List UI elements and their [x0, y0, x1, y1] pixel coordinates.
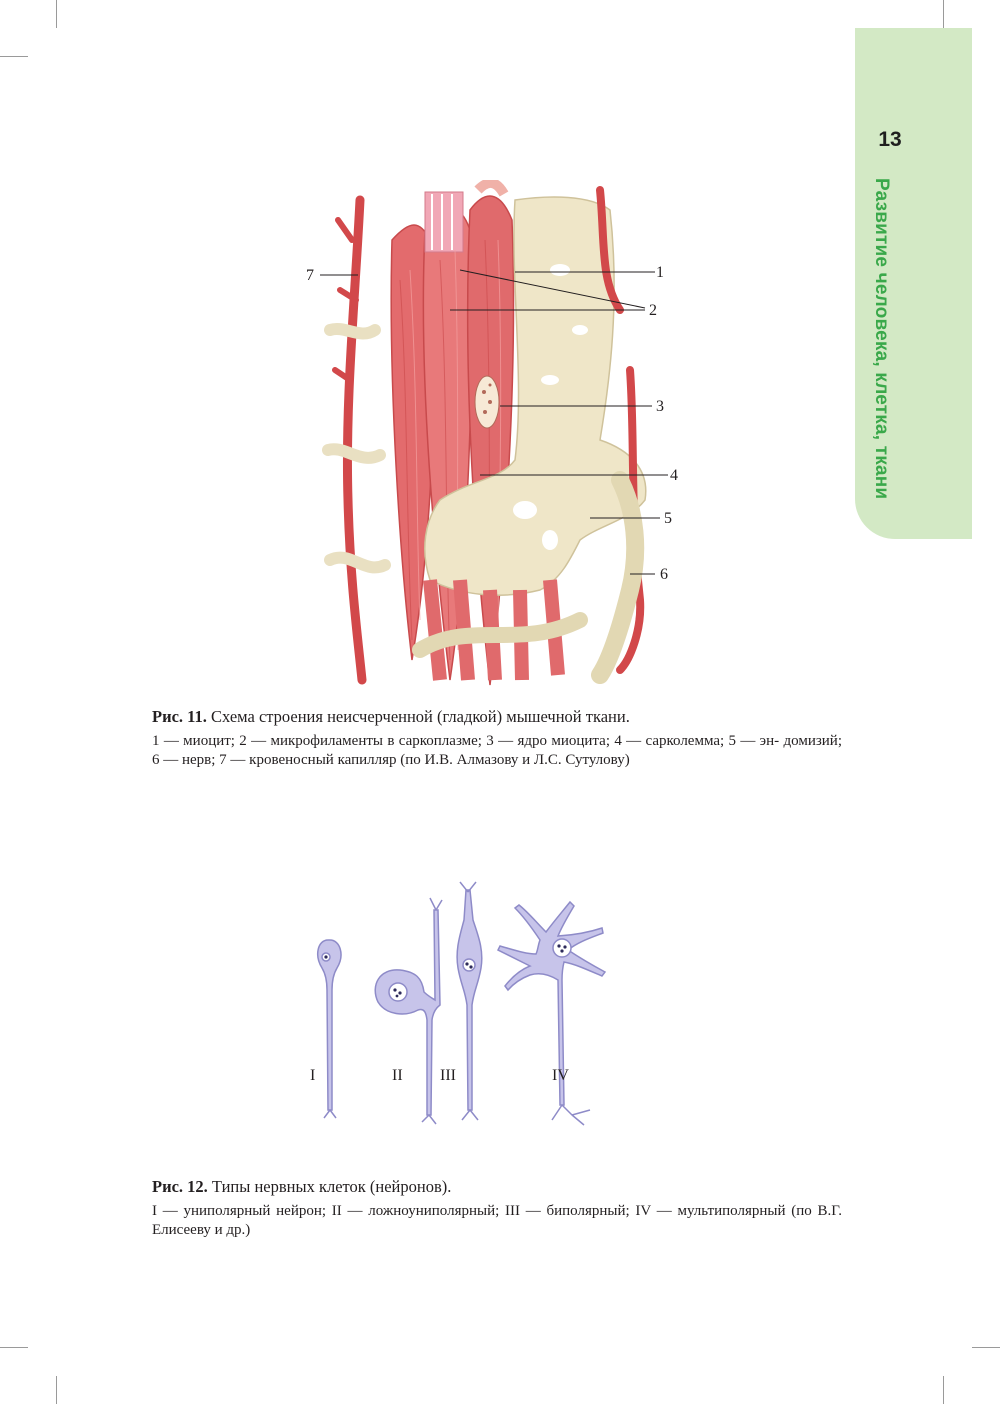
label-1: 1: [656, 264, 664, 281]
crop-mark: [56, 1376, 57, 1404]
figure-11-caption-text: 1 — миоцит; 2 — микрофиламенты в саркоплазме; 3 — ядро миоцита; 4 — сарколемма; 5 — эн- домизий; 6 — нерв; 7 — кровеносный капилляр (по И.В. Алмазову и Л.С. Сутулову): [152, 733, 842, 768]
figure-11-caption-label: Рис. 11.: [152, 707, 207, 726]
label-I: I: [310, 1067, 316, 1084]
figure-12-illustration: [300, 880, 670, 1140]
figure-12-caption-label: Рис. 12.: [152, 1177, 208, 1196]
label-5: 5: [664, 510, 672, 527]
figure-12-caption: [152, 1176, 842, 1240]
label-3: 3: [656, 398, 664, 415]
neuron-unipolar: [318, 940, 341, 1110]
crop-mark: [0, 56, 28, 57]
label-6: 6: [660, 566, 668, 583]
label-II: II: [392, 1067, 403, 1084]
label-IV: IV: [552, 1067, 569, 1084]
figure-12-caption-title: Типы нервных клеток (нейронов).: [211, 1177, 452, 1196]
figure-12-caption-text: I — униполярный нейрон; II — ложноуниполярный; III — биполярный; IV — мультиполярный (по В.Г. Елисееву и др.): [152, 1203, 842, 1238]
nucleus: [475, 376, 499, 428]
label-III: III: [440, 1067, 456, 1084]
crop-mark: [0, 1347, 28, 1348]
neuron-bipolar: [457, 890, 482, 1110]
figure-11-caption: [152, 706, 842, 770]
crop-mark: [943, 0, 944, 28]
page-number: 13: [878, 128, 902, 151]
section-title: Развитие человека, клетка, ткани: [871, 178, 892, 500]
label-4: 4: [670, 467, 678, 484]
figure-11-illustration: [300, 180, 690, 690]
neuron-pseudounipolar: [375, 910, 440, 1115]
label-7: 7: [306, 267, 314, 284]
label-2: 2: [649, 302, 657, 319]
crop-mark: [943, 1376, 944, 1404]
crop-mark: [972, 1347, 1000, 1348]
crop-mark: [56, 0, 57, 28]
figure-11-caption-title: Схема строения неисчерченной (гладкой) мышечной ткани.: [211, 707, 630, 726]
capillary: [347, 200, 362, 680]
